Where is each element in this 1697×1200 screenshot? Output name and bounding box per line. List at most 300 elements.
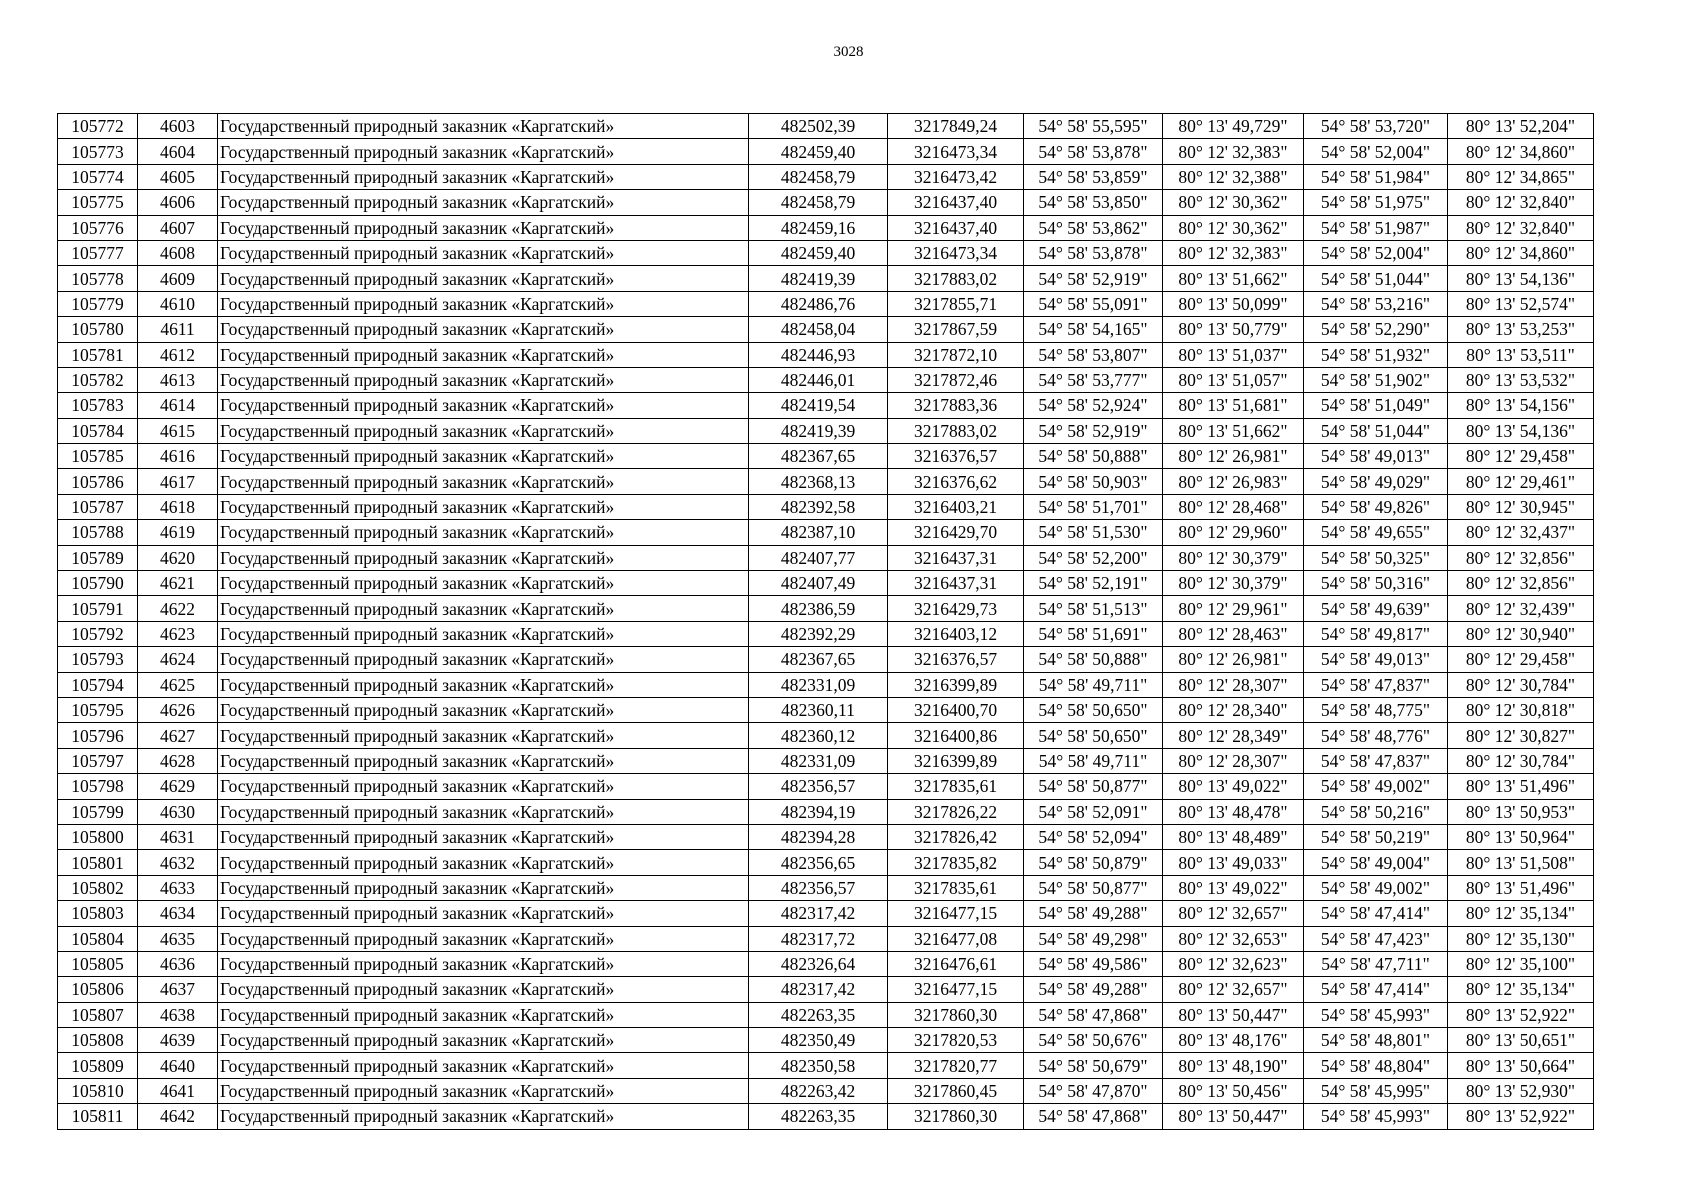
longitude-2-cell: 80° 13' 52,930" — [1448, 1078, 1594, 1103]
object-name-cell: Государственный природный заказник «Каргатский» — [218, 469, 749, 494]
object-name-cell: Государственный природный заказник «Каргатский» — [218, 621, 749, 646]
longitude-1-cell: 80° 12' 30,379" — [1163, 545, 1304, 570]
latitude-2-cell: 54° 58' 49,002" — [1304, 774, 1448, 799]
y-coordinate-cell: 3217835,61 — [888, 875, 1024, 900]
table-row — [58, 114, 1594, 139]
x-coordinate-cell: 482394,19 — [749, 799, 888, 824]
latitude-2-cell: 54° 58' 51,044" — [1304, 418, 1448, 443]
y-coordinate-cell: 3217872,46 — [888, 367, 1024, 392]
x-coordinate-cell: 482263,35 — [749, 1104, 888, 1129]
point-number-cell: 4628 — [138, 748, 218, 773]
longitude-1-cell: 80° 12' 32,383" — [1163, 240, 1304, 265]
longitude-2-cell: 80° 13' 52,922" — [1448, 1104, 1594, 1129]
record-id-cell: 105785 — [58, 444, 138, 469]
longitude-1-cell: 80° 13' 50,447" — [1163, 1104, 1304, 1129]
y-coordinate-cell: 3217849,24 — [888, 114, 1024, 139]
y-coordinate-cell: 3217872,10 — [888, 342, 1024, 367]
latitude-1-cell: 54° 58' 49,711" — [1024, 748, 1163, 773]
record-id-cell: 105800 — [58, 824, 138, 849]
x-coordinate-cell: 482350,58 — [749, 1053, 888, 1078]
y-coordinate-cell: 3216376,62 — [888, 469, 1024, 494]
longitude-2-cell: 80° 13' 51,508" — [1448, 850, 1594, 875]
y-coordinate-cell: 3216473,34 — [888, 240, 1024, 265]
point-number-cell: 4625 — [138, 672, 218, 697]
latitude-2-cell: 54° 58' 50,316" — [1304, 571, 1448, 596]
object-name-cell: Государственный природный заказник «Каргатский» — [218, 799, 749, 824]
point-number-cell: 4620 — [138, 545, 218, 570]
longitude-1-cell: 80° 13' 51,057" — [1163, 367, 1304, 392]
longitude-2-cell: 80° 12' 32,840" — [1448, 190, 1594, 215]
page-number: 3028 — [833, 44, 864, 60]
point-number-cell: 4611 — [138, 317, 218, 342]
x-coordinate-cell: 482367,65 — [749, 444, 888, 469]
latitude-2-cell: 54° 58' 51,975" — [1304, 190, 1448, 215]
table-row — [58, 621, 1594, 646]
table-row — [58, 139, 1594, 164]
x-coordinate-cell: 482486,76 — [749, 291, 888, 316]
record-id-cell: 105793 — [58, 647, 138, 672]
point-number-cell: 4633 — [138, 875, 218, 900]
longitude-1-cell: 80° 13' 48,478" — [1163, 799, 1304, 824]
record-id-cell: 105795 — [58, 697, 138, 722]
latitude-2-cell: 54° 58' 49,639" — [1304, 596, 1448, 621]
table-row — [58, 240, 1594, 265]
point-number-cell: 4626 — [138, 697, 218, 722]
record-id-cell: 105775 — [58, 190, 138, 215]
object-name-cell: Государственный природный заказник «Каргатский» — [218, 672, 749, 697]
record-id-cell: 105782 — [58, 367, 138, 392]
object-name-cell: Государственный природный заказник «Каргатский» — [218, 824, 749, 849]
latitude-2-cell: 54° 58' 49,002" — [1304, 875, 1448, 900]
table-row — [58, 367, 1594, 392]
latitude-1-cell: 54° 58' 49,298" — [1024, 926, 1163, 951]
latitude-1-cell: 54° 58' 52,924" — [1024, 393, 1163, 418]
x-coordinate-cell: 482446,01 — [749, 367, 888, 392]
object-name-cell: Государственный природный заказник «Каргатский» — [218, 418, 749, 443]
x-coordinate-cell: 482419,39 — [749, 418, 888, 443]
record-id-cell: 105791 — [58, 596, 138, 621]
latitude-2-cell: 54° 58' 47,837" — [1304, 748, 1448, 773]
table-row — [58, 444, 1594, 469]
longitude-2-cell: 80° 12' 32,840" — [1448, 215, 1594, 240]
longitude-1-cell: 80° 13' 51,662" — [1163, 266, 1304, 291]
point-number-cell: 4605 — [138, 164, 218, 189]
longitude-1-cell: 80° 12' 28,307" — [1163, 672, 1304, 697]
table-row — [58, 545, 1594, 570]
latitude-1-cell: 54° 58' 47,868" — [1024, 1104, 1163, 1129]
y-coordinate-cell: 3217883,36 — [888, 393, 1024, 418]
latitude-1-cell: 54° 58' 50,877" — [1024, 774, 1163, 799]
longitude-2-cell: 80° 12' 30,945" — [1448, 494, 1594, 519]
record-id-cell: 105796 — [58, 723, 138, 748]
table-row — [58, 1028, 1594, 1053]
point-number-cell: 4606 — [138, 190, 218, 215]
longitude-2-cell: 80° 12' 30,784" — [1448, 672, 1594, 697]
table-row — [58, 901, 1594, 926]
y-coordinate-cell: 3216403,12 — [888, 621, 1024, 646]
longitude-1-cell: 80° 12' 28,463" — [1163, 621, 1304, 646]
y-coordinate-cell: 3217820,53 — [888, 1028, 1024, 1053]
y-coordinate-cell: 3216399,89 — [888, 672, 1024, 697]
longitude-2-cell: 80° 13' 52,574" — [1448, 291, 1594, 316]
longitude-2-cell: 80° 13' 51,496" — [1448, 774, 1594, 799]
object-name-cell: Государственный природный заказник «Каргатский» — [218, 850, 749, 875]
y-coordinate-cell: 3216400,86 — [888, 723, 1024, 748]
x-coordinate-cell: 482459,40 — [749, 139, 888, 164]
longitude-1-cell: 80° 13' 48,190" — [1163, 1053, 1304, 1078]
y-coordinate-cell: 3217883,02 — [888, 266, 1024, 291]
point-number-cell: 4640 — [138, 1053, 218, 1078]
y-coordinate-cell: 3216477,08 — [888, 926, 1024, 951]
latitude-1-cell: 54° 58' 49,288" — [1024, 977, 1163, 1002]
object-name-cell: Государственный природный заказник «Каргатский» — [218, 367, 749, 392]
latitude-2-cell: 54° 58' 48,804" — [1304, 1053, 1448, 1078]
x-coordinate-cell: 482356,65 — [749, 850, 888, 875]
latitude-1-cell: 54° 58' 50,879" — [1024, 850, 1163, 875]
x-coordinate-cell: 482317,72 — [749, 926, 888, 951]
y-coordinate-cell: 3216437,31 — [888, 571, 1024, 596]
table-row — [58, 291, 1594, 316]
record-id-cell: 105784 — [58, 418, 138, 443]
point-number-cell: 4604 — [138, 139, 218, 164]
x-coordinate-cell: 482394,28 — [749, 824, 888, 849]
record-id-cell: 105776 — [58, 215, 138, 240]
record-id-cell: 105802 — [58, 875, 138, 900]
record-id-cell: 105789 — [58, 545, 138, 570]
longitude-1-cell: 80° 12' 28,349" — [1163, 723, 1304, 748]
y-coordinate-cell: 3216437,31 — [888, 545, 1024, 570]
record-id-cell: 105774 — [58, 164, 138, 189]
longitude-2-cell: 80° 12' 29,458" — [1448, 647, 1594, 672]
longitude-2-cell: 80° 12' 32,439" — [1448, 596, 1594, 621]
object-name-cell: Государственный природный заказник «Каргатский» — [218, 697, 749, 722]
table-row — [58, 850, 1594, 875]
x-coordinate-cell: 482458,79 — [749, 164, 888, 189]
point-number-cell: 4613 — [138, 367, 218, 392]
latitude-1-cell: 54° 58' 50,650" — [1024, 697, 1163, 722]
longitude-2-cell: 80° 13' 53,253" — [1448, 317, 1594, 342]
record-id-cell: 105779 — [58, 291, 138, 316]
latitude-2-cell: 54° 58' 51,044" — [1304, 266, 1448, 291]
longitude-1-cell: 80° 13' 49,033" — [1163, 850, 1304, 875]
latitude-2-cell: 54° 58' 51,049" — [1304, 393, 1448, 418]
record-id-cell: 105810 — [58, 1078, 138, 1103]
y-coordinate-cell: 3216473,34 — [888, 139, 1024, 164]
longitude-2-cell: 80° 13' 54,156" — [1448, 393, 1594, 418]
longitude-1-cell: 80° 12' 26,981" — [1163, 444, 1304, 469]
longitude-1-cell: 80° 13' 48,176" — [1163, 1028, 1304, 1053]
longitude-2-cell: 80° 13' 50,664" — [1448, 1053, 1594, 1078]
point-number-cell: 4612 — [138, 342, 218, 367]
latitude-2-cell: 54° 58' 49,029" — [1304, 469, 1448, 494]
x-coordinate-cell: 482407,77 — [749, 545, 888, 570]
latitude-1-cell: 54° 58' 52,200" — [1024, 545, 1163, 570]
latitude-1-cell: 54° 58' 50,888" — [1024, 444, 1163, 469]
latitude-1-cell: 54° 58' 47,868" — [1024, 1002, 1163, 1027]
x-coordinate-cell: 482386,59 — [749, 596, 888, 621]
table-row — [58, 799, 1594, 824]
y-coordinate-cell: 3216477,15 — [888, 977, 1024, 1002]
table-row — [58, 926, 1594, 951]
y-coordinate-cell: 3216376,57 — [888, 647, 1024, 672]
longitude-1-cell: 80° 12' 29,961" — [1163, 596, 1304, 621]
latitude-2-cell: 54° 58' 48,776" — [1304, 723, 1448, 748]
x-coordinate-cell: 482367,65 — [749, 647, 888, 672]
y-coordinate-cell: 3216400,70 — [888, 697, 1024, 722]
y-coordinate-cell: 3216477,15 — [888, 901, 1024, 926]
y-coordinate-cell: 3217820,77 — [888, 1053, 1024, 1078]
longitude-2-cell: 80° 13' 52,922" — [1448, 1002, 1594, 1027]
object-name-cell: Государственный природный заказник «Каргатский» — [218, 977, 749, 1002]
latitude-1-cell: 54° 58' 51,691" — [1024, 621, 1163, 646]
point-number-cell: 4608 — [138, 240, 218, 265]
table-row — [58, 596, 1594, 621]
latitude-2-cell: 54° 58' 51,984" — [1304, 164, 1448, 189]
latitude-1-cell: 54° 58' 52,094" — [1024, 824, 1163, 849]
table-body — [58, 114, 1594, 1130]
latitude-1-cell: 54° 58' 50,888" — [1024, 647, 1163, 672]
point-number-cell: 4607 — [138, 215, 218, 240]
object-name-cell: Государственный природный заказник «Каргатский» — [218, 723, 749, 748]
point-number-cell: 4627 — [138, 723, 218, 748]
longitude-2-cell: 80° 12' 32,856" — [1448, 571, 1594, 596]
latitude-2-cell: 54° 58' 48,801" — [1304, 1028, 1448, 1053]
latitude-1-cell: 54° 58' 53,878" — [1024, 139, 1163, 164]
table-row — [58, 824, 1594, 849]
longitude-1-cell: 80° 12' 32,657" — [1163, 977, 1304, 1002]
point-number-cell: 4636 — [138, 951, 218, 976]
longitude-2-cell: 80° 13' 52,204" — [1448, 114, 1594, 139]
latitude-1-cell: 54° 58' 49,288" — [1024, 901, 1163, 926]
longitude-2-cell: 80° 12' 29,461" — [1448, 469, 1594, 494]
latitude-2-cell: 54° 58' 45,993" — [1304, 1002, 1448, 1027]
y-coordinate-cell: 3217826,22 — [888, 799, 1024, 824]
latitude-2-cell: 54° 58' 51,932" — [1304, 342, 1448, 367]
coordinates-table — [57, 113, 1594, 1130]
object-name-cell: Государственный природный заказник «Каргатский» — [218, 393, 749, 418]
latitude-2-cell: 54° 58' 50,216" — [1304, 799, 1448, 824]
latitude-1-cell: 54° 58' 52,091" — [1024, 799, 1163, 824]
latitude-2-cell: 54° 58' 50,219" — [1304, 824, 1448, 849]
point-number-cell: 4631 — [138, 824, 218, 849]
object-name-cell: Государственный природный заказник «Каргатский» — [218, 164, 749, 189]
latitude-1-cell: 54° 58' 55,091" — [1024, 291, 1163, 316]
y-coordinate-cell: 3217860,30 — [888, 1104, 1024, 1129]
y-coordinate-cell: 3217867,59 — [888, 317, 1024, 342]
longitude-2-cell: 80° 13' 54,136" — [1448, 418, 1594, 443]
latitude-2-cell: 54° 58' 45,993" — [1304, 1104, 1448, 1129]
record-id-cell: 105803 — [58, 901, 138, 926]
object-name-cell: Государственный природный заказник «Каргатский» — [218, 444, 749, 469]
table-row — [58, 672, 1594, 697]
longitude-2-cell: 80° 13' 51,496" — [1448, 875, 1594, 900]
latitude-2-cell: 54° 58' 53,720" — [1304, 114, 1448, 139]
y-coordinate-cell: 3216376,57 — [888, 444, 1024, 469]
latitude-1-cell: 54° 58' 55,595" — [1024, 114, 1163, 139]
record-id-cell: 105788 — [58, 520, 138, 545]
object-name-cell: Государственный природный заказник «Каргатский» — [218, 215, 749, 240]
latitude-2-cell: 54° 58' 48,775" — [1304, 697, 1448, 722]
point-number-cell: 4614 — [138, 393, 218, 418]
record-id-cell: 105783 — [58, 393, 138, 418]
point-number-cell: 4634 — [138, 901, 218, 926]
longitude-2-cell: 80° 13' 54,136" — [1448, 266, 1594, 291]
x-coordinate-cell: 482360,12 — [749, 723, 888, 748]
record-id-cell: 105806 — [58, 977, 138, 1002]
x-coordinate-cell: 482419,39 — [749, 266, 888, 291]
x-coordinate-cell: 482458,04 — [749, 317, 888, 342]
longitude-2-cell: 80° 12' 35,130" — [1448, 926, 1594, 951]
object-name-cell: Государственный природный заказник «Каргатский» — [218, 774, 749, 799]
object-name-cell: Государственный природный заказник «Каргатский» — [218, 317, 749, 342]
longitude-1-cell: 80° 13' 50,456" — [1163, 1078, 1304, 1103]
y-coordinate-cell: 3217855,71 — [888, 291, 1024, 316]
latitude-1-cell: 54° 58' 53,859" — [1024, 164, 1163, 189]
y-coordinate-cell: 3217826,42 — [888, 824, 1024, 849]
longitude-2-cell: 80° 12' 35,100" — [1448, 951, 1594, 976]
point-number-cell: 4630 — [138, 799, 218, 824]
latitude-1-cell: 54° 58' 50,679" — [1024, 1053, 1163, 1078]
longitude-1-cell: 80° 13' 49,022" — [1163, 774, 1304, 799]
table-row — [58, 215, 1594, 240]
y-coordinate-cell: 3216403,21 — [888, 494, 1024, 519]
object-name-cell: Государственный природный заказник «Каргатский» — [218, 1104, 749, 1129]
latitude-1-cell: 54° 58' 53,807" — [1024, 342, 1163, 367]
latitude-1-cell: 54° 58' 53,850" — [1024, 190, 1163, 215]
latitude-1-cell: 54° 58' 52,919" — [1024, 418, 1163, 443]
record-id-cell: 105801 — [58, 850, 138, 875]
latitude-2-cell: 54° 58' 52,004" — [1304, 240, 1448, 265]
table-row — [58, 1053, 1594, 1078]
object-name-cell: Государственный природный заказник «Каргатский» — [218, 1002, 749, 1027]
longitude-1-cell: 80° 13' 49,729" — [1163, 114, 1304, 139]
longitude-1-cell: 80° 12' 30,362" — [1163, 215, 1304, 240]
table-row — [58, 697, 1594, 722]
table-row — [58, 266, 1594, 291]
latitude-1-cell: 54° 58' 54,165" — [1024, 317, 1163, 342]
record-id-cell: 105807 — [58, 1002, 138, 1027]
point-number-cell: 4616 — [138, 444, 218, 469]
longitude-1-cell: 80° 13' 50,779" — [1163, 317, 1304, 342]
longitude-2-cell: 80° 13' 53,532" — [1448, 367, 1594, 392]
object-name-cell: Государственный природный заказник «Каргатский» — [218, 596, 749, 621]
point-number-cell: 4617 — [138, 469, 218, 494]
table-row — [58, 1002, 1594, 1027]
object-name-cell: Государственный природный заказник «Каргатский» — [218, 545, 749, 570]
latitude-1-cell: 54° 58' 49,711" — [1024, 672, 1163, 697]
longitude-2-cell: 80° 13' 50,953" — [1448, 799, 1594, 824]
longitude-1-cell: 80° 13' 51,037" — [1163, 342, 1304, 367]
longitude-2-cell: 80° 12' 32,437" — [1448, 520, 1594, 545]
point-number-cell: 4638 — [138, 1002, 218, 1027]
longitude-2-cell: 80° 12' 30,940" — [1448, 621, 1594, 646]
record-id-cell: 105794 — [58, 672, 138, 697]
y-coordinate-cell: 3217860,45 — [888, 1078, 1024, 1103]
object-name-cell: Государственный природный заказник «Каргатский» — [218, 240, 749, 265]
latitude-1-cell: 54° 58' 53,862" — [1024, 215, 1163, 240]
latitude-1-cell: 54° 58' 50,650" — [1024, 723, 1163, 748]
x-coordinate-cell: 482331,09 — [749, 672, 888, 697]
point-number-cell: 4623 — [138, 621, 218, 646]
longitude-2-cell: 80° 13' 50,651" — [1448, 1028, 1594, 1053]
longitude-2-cell: 80° 12' 34,865" — [1448, 164, 1594, 189]
latitude-2-cell: 54° 58' 53,216" — [1304, 291, 1448, 316]
table-row — [58, 494, 1594, 519]
point-number-cell: 4641 — [138, 1078, 218, 1103]
table-row — [58, 342, 1594, 367]
object-name-cell: Государственный природный заказник «Каргатский» — [218, 1053, 749, 1078]
longitude-2-cell: 80° 12' 29,458" — [1448, 444, 1594, 469]
longitude-1-cell: 80° 12' 32,653" — [1163, 926, 1304, 951]
record-id-cell: 105790 — [58, 571, 138, 596]
longitude-2-cell: 80° 12' 32,856" — [1448, 545, 1594, 570]
point-number-cell: 4632 — [138, 850, 218, 875]
latitude-2-cell: 54° 58' 47,837" — [1304, 672, 1448, 697]
x-coordinate-cell: 482263,42 — [749, 1078, 888, 1103]
longitude-1-cell: 80° 12' 32,657" — [1163, 901, 1304, 926]
longitude-2-cell: 80° 12' 30,784" — [1448, 748, 1594, 773]
latitude-1-cell: 54° 58' 53,878" — [1024, 240, 1163, 265]
longitude-2-cell: 80° 12' 30,818" — [1448, 697, 1594, 722]
longitude-2-cell: 80° 13' 53,511" — [1448, 342, 1594, 367]
y-coordinate-cell: 3217835,61 — [888, 774, 1024, 799]
longitude-1-cell: 80° 12' 26,983" — [1163, 469, 1304, 494]
point-number-cell: 4618 — [138, 494, 218, 519]
record-id-cell: 105786 — [58, 469, 138, 494]
x-coordinate-cell: 482368,13 — [749, 469, 888, 494]
table-row — [58, 977, 1594, 1002]
table-row — [58, 723, 1594, 748]
table-row — [58, 571, 1594, 596]
object-name-cell: Государственный природный заказник «Каргатский» — [218, 494, 749, 519]
x-coordinate-cell: 482317,42 — [749, 977, 888, 1002]
latitude-1-cell: 54° 58' 52,191" — [1024, 571, 1163, 596]
latitude-1-cell: 54° 58' 50,903" — [1024, 469, 1163, 494]
longitude-2-cell: 80° 12' 35,134" — [1448, 977, 1594, 1002]
longitude-2-cell: 80° 13' 50,964" — [1448, 824, 1594, 849]
point-number-cell: 4619 — [138, 520, 218, 545]
latitude-2-cell: 54° 58' 49,013" — [1304, 444, 1448, 469]
longitude-1-cell: 80° 13' 50,099" — [1163, 291, 1304, 316]
latitude-1-cell: 54° 58' 51,701" — [1024, 494, 1163, 519]
longitude-1-cell: 80° 13' 49,022" — [1163, 875, 1304, 900]
longitude-2-cell: 80° 12' 34,860" — [1448, 240, 1594, 265]
record-id-cell: 105773 — [58, 139, 138, 164]
x-coordinate-cell: 482419,54 — [749, 393, 888, 418]
object-name-cell: Государственный природный заказник «Каргатский» — [218, 647, 749, 672]
longitude-2-cell: 80° 12' 35,134" — [1448, 901, 1594, 926]
x-coordinate-cell: 482392,58 — [749, 494, 888, 519]
object-name-cell: Государственный природный заказник «Каргатский» — [218, 748, 749, 773]
longitude-1-cell: 80° 13' 48,489" — [1163, 824, 1304, 849]
table-row — [58, 190, 1594, 215]
record-id-cell: 105780 — [58, 317, 138, 342]
object-name-cell: Государственный природный заказник «Каргатский» — [218, 139, 749, 164]
longitude-1-cell: 80° 12' 28,468" — [1163, 494, 1304, 519]
x-coordinate-cell: 482263,35 — [749, 1002, 888, 1027]
latitude-1-cell: 54° 58' 50,877" — [1024, 875, 1163, 900]
x-coordinate-cell: 482387,10 — [749, 520, 888, 545]
longitude-1-cell: 80° 12' 32,623" — [1163, 951, 1304, 976]
latitude-2-cell: 54° 58' 49,817" — [1304, 621, 1448, 646]
x-coordinate-cell: 482392,29 — [749, 621, 888, 646]
object-name-cell: Государственный природный заказник «Каргатский» — [218, 520, 749, 545]
object-name-cell: Государственный природный заказник «Каргатский» — [218, 926, 749, 951]
table-row — [58, 748, 1594, 773]
latitude-2-cell: 54° 58' 47,423" — [1304, 926, 1448, 951]
latitude-2-cell: 54° 58' 51,902" — [1304, 367, 1448, 392]
record-id-cell: 105805 — [58, 951, 138, 976]
